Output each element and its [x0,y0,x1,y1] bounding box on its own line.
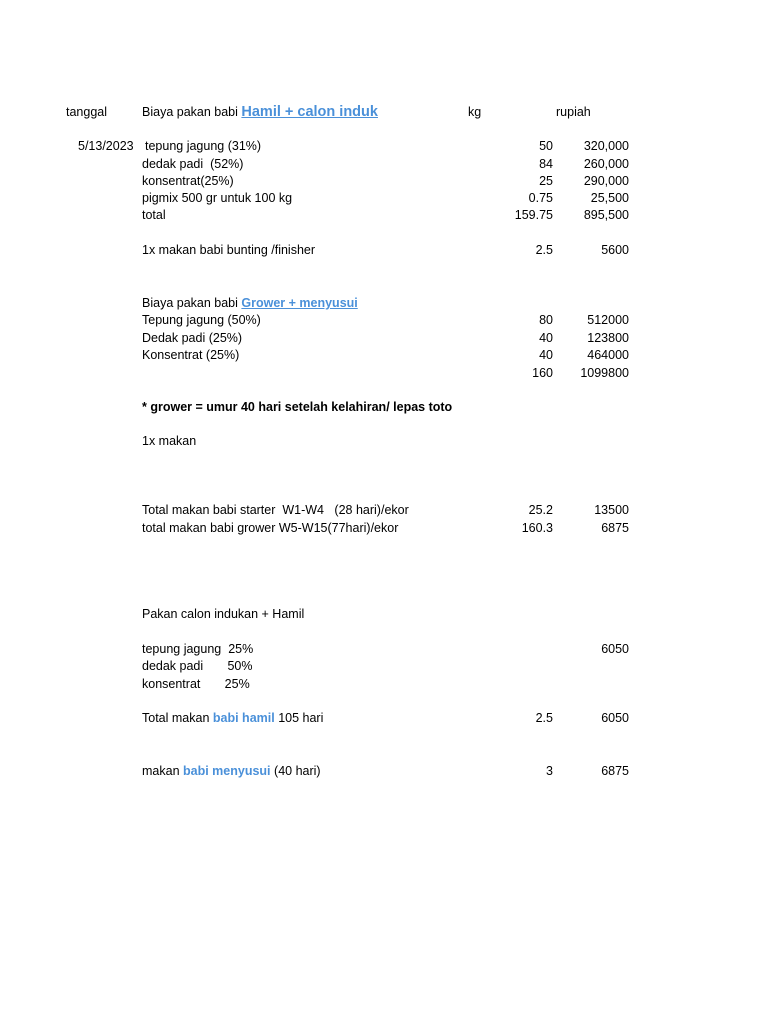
row-rupiah: 260,000 [583,157,629,171]
row-rupiah: 6875 [601,521,629,535]
row-label: pigmix 500 gr untuk 100 kg [142,191,293,205]
total-rupiah: 1099800 [580,366,629,380]
total-kg: 160 [532,366,553,380]
entry-date: 5/13/2023 [78,139,134,153]
row-kg: 40 [539,331,553,345]
row-label: Total makan babi starter W1-W4 (28 hari)/ekor [142,503,409,517]
hamil-rupiah: 6050 [601,711,629,725]
hamil-kg: 2.5 [535,711,553,725]
meal-label: 1x makan babi bunting /finisher [142,243,316,257]
row-rupiah: 13500 [594,503,629,517]
row-label: konsentrat(25%) [142,174,234,188]
grower-note: * grower = umur 40 hari setelah kelahiran/ lepas toto [142,400,453,414]
menyusui-total [142,763,321,780]
meal-kg: 2.5 [535,243,553,257]
hamil-total [142,710,323,727]
row-label: tepung jagung (31%) [145,139,262,153]
section2-title-highlight[interactable]: Grower + menyusui [241,296,358,310]
ingredient-rupiah: 6050 [601,642,629,656]
menyusui-suffix: (40 hari) [274,764,321,778]
ingredient-label: konsentrat 25% [142,677,250,691]
row-kg: 25.2 [528,503,553,517]
row-rupiah: 25,500 [590,191,629,205]
header-kg-label: kg [468,105,482,119]
section4-title: Pakan calon indukan + Hamil [142,607,305,621]
row-rupiah: 123800 [587,331,629,345]
row-kg: 160.3 [521,521,553,535]
hamil-prefix: Total makan [142,711,210,725]
row-label: Dedak padi (25%) [142,331,243,345]
total-kg: 159.75 [514,208,553,222]
section2-title-prefix: Biaya pakan babi [142,296,238,310]
header-title-prefix: Biaya pakan babi [142,105,238,119]
section2-title [142,295,358,312]
meal-rupiah: 5600 [601,243,629,257]
row-kg: 40 [539,348,553,362]
header-date-label: tanggal [66,105,108,119]
header-rupiah-label: rupiah [556,105,591,119]
row-label: Tepung jagung (50%) [142,313,261,327]
menyusui-highlight: babi menyusui [183,764,271,778]
header-title-highlight[interactable]: Hamil + calon induk [241,104,378,120]
row-kg: 0.75 [528,191,553,205]
row-kg: 50 [539,139,553,153]
hamil-suffix: 105 hari [278,711,324,725]
row-label: dedak padi (52%) [142,157,244,171]
hamil-highlight: babi hamil [212,711,275,725]
row-rupiah: 290,000 [583,174,629,188]
header-title [142,104,378,121]
menyusui-rupiah: 6875 [601,764,629,778]
row-kg: 80 [539,313,553,327]
meal-label: 1x makan [142,434,197,448]
row-rupiah: 512000 [587,313,629,327]
row-rupiah: 464000 [587,348,629,362]
row-label: Konsentrat (25%) [142,348,240,362]
row-label: total makan babi grower W5-W15(77hari)/ekor [142,521,399,535]
row-kg: 25 [539,174,553,188]
menyusui-prefix: makan [142,764,180,778]
total-label: total [142,208,166,222]
row-rupiah: 320,000 [583,139,629,153]
ingredient-label: dedak padi 50% [142,659,253,673]
total-rupiah: 895,500 [583,208,629,222]
row-kg: 84 [539,157,553,171]
ingredient-label: tepung jagung 25% [142,642,254,656]
menyusui-kg: 3 [546,764,553,778]
